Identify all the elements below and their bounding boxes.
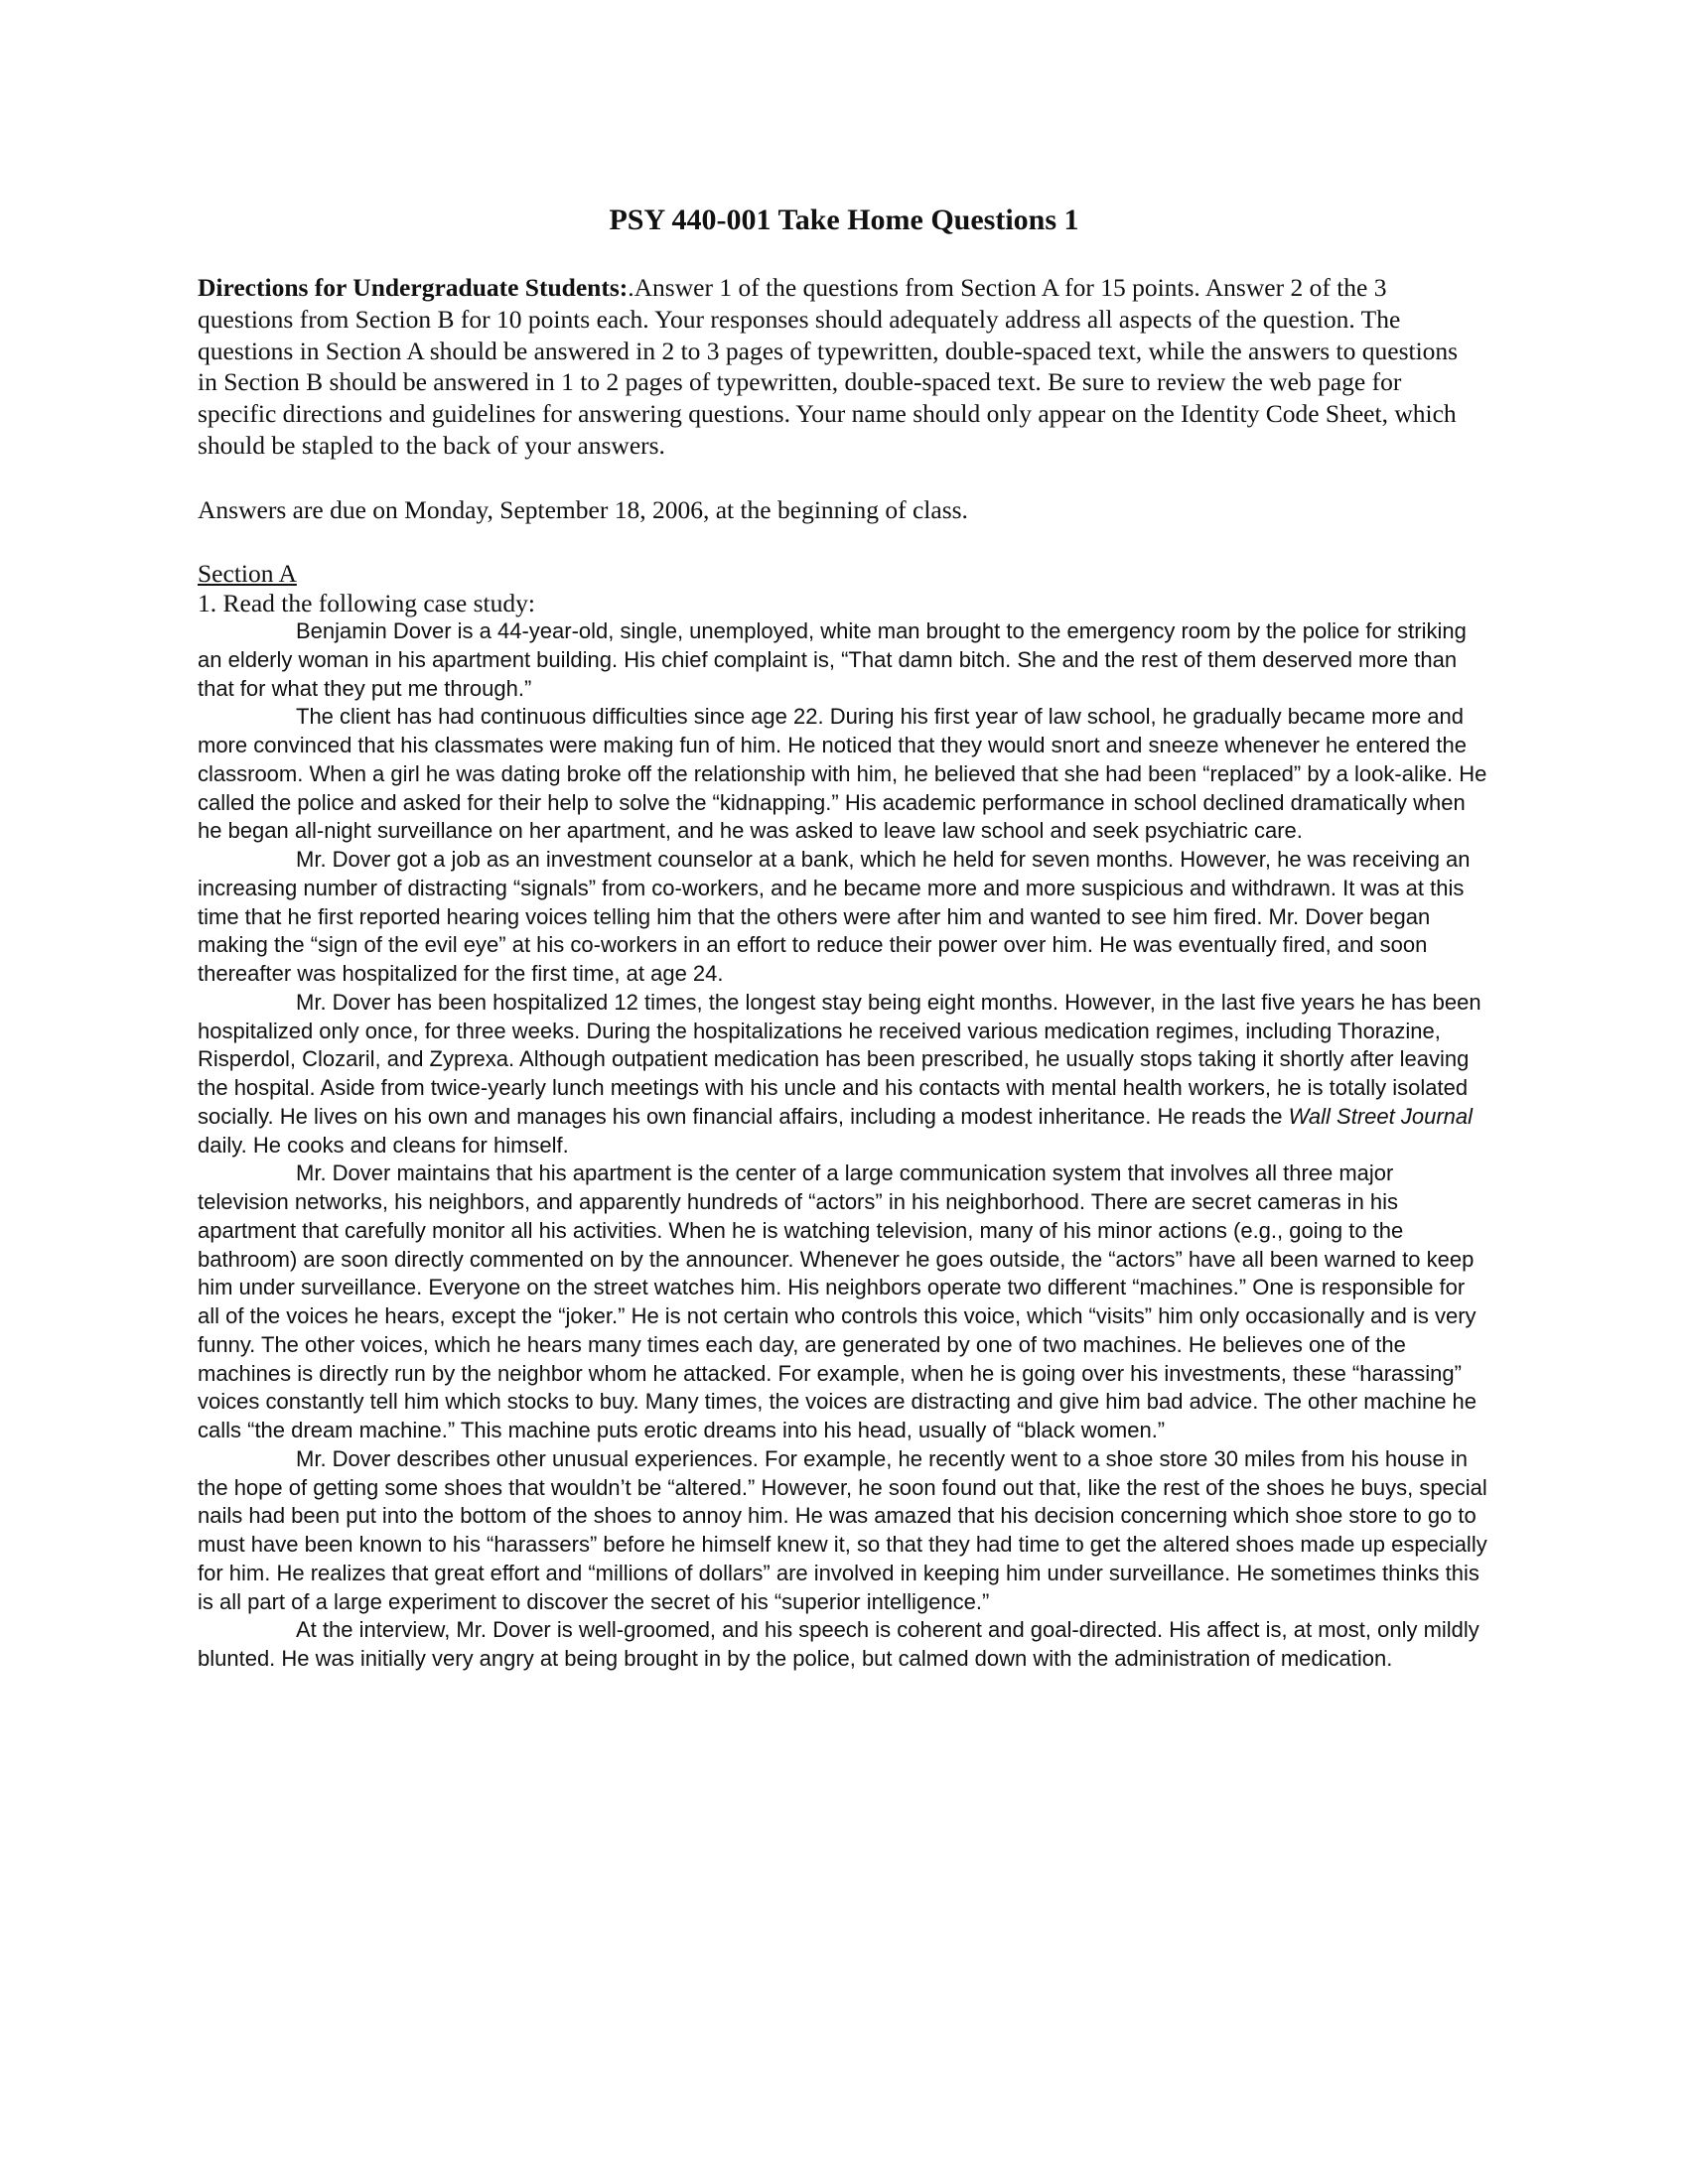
case-study-paragraph: Mr. Dover got a job as an investment counselor at a bank, which he held for seven months. However, he was receiving an increasing number of distracting “signals” from co-workers, and he became more and more suspicious and withdrawn. It was at this time that he first reported hearing voices telling him that the others were after him and wanted to see him fired. Mr. Dover began making the “sign of the evil eye” at his co-workers in an effort to reduce their power over him. He was eventually fired, and soon thereafter was hospitalized for the first time, at age 24.: [198, 847, 1471, 986]
document-title: PSY 440-001 Take Home Questions 1: [609, 204, 1079, 236]
newspaper-title: Wall Street Journal: [1288, 1103, 1474, 1129]
directions-lead: Directions for Undergraduate Students:: [198, 273, 629, 302]
case-study-paragraph: The client has had continuous difficulties since age 22. During his first year of law school, he gradually became more and more convinced that his classmates were making fun of him. He noticed that they would snort and sneeze whenever he entered the classroom. When a girl he was dating broke off the relationship with him, he believed that she had been “replaced” by a look-alike. He called the police and asked for their help to solve the “kidnapping.” His academic performance in school declined dramatically when he began all-night surveillance on her apartment, and he was asked to leave law school and seek psychiatric care.: [198, 704, 1487, 844]
case-study-paragraph: Benjamin Dover is a 44-year-old, single, unemployed, white man brought to the emergency room by the police for striking an elderly woman in his apartment building. His chief complaint is, “That damn bitch. She and the rest of them deserved more than that for what they put me through.”: [198, 618, 1467, 701]
case-study-text: daily. He cooks and cleans for himself.: [198, 1132, 569, 1158]
section-a-heading: Section A: [198, 559, 297, 588]
case-study-text: Mr. Dover has been hospitalized 12 times, the longest stay being eight months. However, in the last five years he has been hospitalized only once, for three weeks. During the hospitalizations he received various medication regimes, including Thorazine, Risperdol, Clozaril, and Zyprexa. Although outpatient medication has been prescribed, he usually stops taking it shortly after leaving the hospital. Aside from twice-yearly lunch meetings with his uncle and his contacts with mental health workers, he is totally isolated socially. He lives on his own and manages his own financial affairs, including a modest inheritance. He reads the: [198, 989, 1481, 1129]
case-study-paragraph: Mr. Dover describes other unusual experiences. For example, he recently went to a shoe store 30 miles from his house in the hope of getting some shoes that wouldn’t be “altered.” However, he soon found out that, like the rest of the shoes he buys, special nails had been put into the bottom of the shoes to annoy him. He was amazed that his decision concerning which shoe store to go to must have been known to his “harassers” before he himself knew it, so that they had time to get the altered shoes made up especially for him. He realizes that great effort and “millions of dollars” are involved in keeping him under surveillance. He sometimes thinks this is all part of a large experiment to discover the secret of his “superior intelligence.”: [198, 1445, 1487, 1614]
directions-paragraph: [198, 272, 1478, 462]
case-study-paragraph: At the interview, Mr. Dover is well-groomed, and his speech is coherent and goal-directed. His affect is, at most, only mildly blunted. He was initially very angry at being brought in by the police, but calmed down with the administration of medication.: [198, 1617, 1479, 1671]
directions-text: .Answer 1 of the questions from Section A for 15 points. Answer 2 of the 3 questions from Section B for 10 points each. Your responses should adequately address all aspects of the question. The questions in Section A should be answered in 2 to 3 pages of typewritten, double-spaced text, while the answers to questions in Section B should be answered in 1 to 2 pages of typewritten, double-spaced text. Be sure to review the web page for specific directions and guidelines for answering questions. Your name should only appear on the Identity Code Sheet, which should be stapled to the back of your answers.: [198, 273, 1459, 460]
question-1-prompt: 1. Read the following case study:: [198, 589, 535, 617]
case-study-paragraph: Mr. Dover maintains that his apartment is the center of a large communication system that involves all three major television networks, his neighbors, and apparently hundreds of “actors” in his neighborhood. There are secret cameras in his apartment that carefully monitor all his activities. When he is watching television, many of his minor actions (e.g., going to the bathroom) are soon directly commented on by the announcer. Whenever he goes outside, the “actors” have all been warned to keep him under surveillance. Everyone on the street watches him. His neighbors operate two different “machines.” One is responsible for all of the voices he hears, except the “joker.” He is not certain who controls this voice, which “visits” him only occasionally and is very funny. The other voices, which he hears many times each day, are generated by one of two machines. He believes one of the machines is directly run by the neighbor whom he attacked. For example, when he is going over his investments, these “harassing” voices constantly tell him which stocks to buy. Many times, the voices are distracting and give him bad advice. The other machine he calls “the dream machine.” This machine puts erotic dreams into his head, usually of “black women.”: [198, 1160, 1477, 1442]
case-study: [198, 617, 1488, 1674]
due-date-note: Answers are due on Monday, September 18, 2006, at the beginning of class.: [198, 495, 968, 524]
case-study-paragraph: [198, 989, 1488, 1160]
